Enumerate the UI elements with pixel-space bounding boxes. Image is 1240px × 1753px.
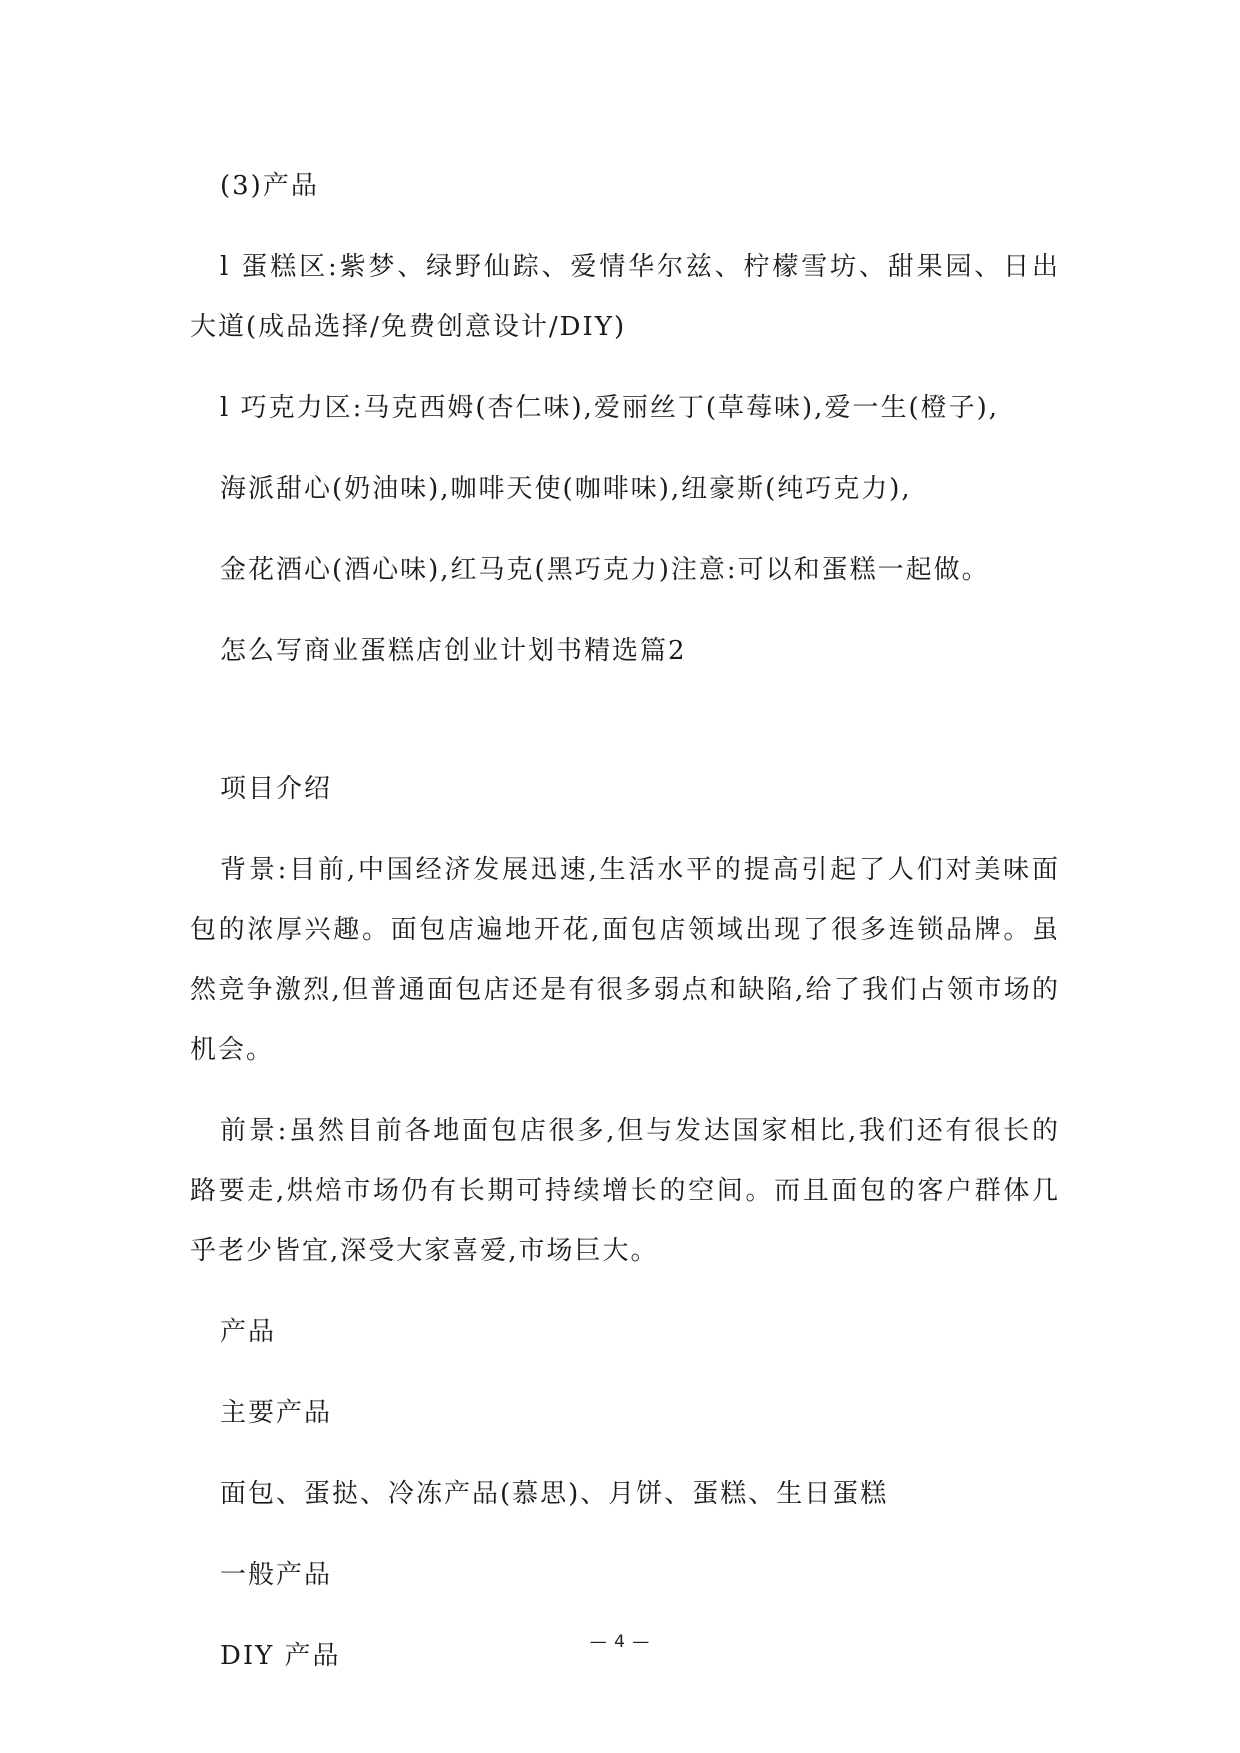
chocolate-list-line-2: 海派甜心(奶油味),咖啡天使(咖啡味),纽豪斯(纯巧克力), (220, 474, 912, 504)
cake-zone-paragraph: l 蛋糕区:紫梦、绿野仙踪、爱情华尔兹、柠檬雪坊、甜果园、日出大道(成品选择/免费创意设计/DIY) (190, 252, 1060, 342)
heading-products: 产品 (220, 1317, 277, 1347)
heading-project-intro: 项目介绍 (220, 774, 333, 804)
article-title-part-2: 怎么写商业蛋糕店创业计划书精选篇2 (220, 636, 687, 666)
section-heading-products: (3)产品 (220, 171, 319, 201)
page-number: — 4 — (589, 1632, 651, 1652)
heading-general-products: 一般产品 (220, 1560, 333, 1590)
main-products-list: 面包、蛋挞、冷冻产品(慕思)、月饼、蛋糕、生日蛋糕 (220, 1479, 889, 1509)
chocolate-zone-paragraph: l 巧克力区:马克西姆(杏仁味),爱丽丝丁(草莓味),爱一生(橙子), (220, 393, 999, 423)
heading-diy-products: DIY 产品 (220, 1641, 341, 1671)
prospect-paragraph: 前景:虽然目前各地面包店很多,但与发达国家相比,我们还有很长的路要走,烘焙市场仍有长期可持续增长的空间。而且面包的客户群体几乎老少皆宜,深受大家喜爱,市场巨大。 (190, 1116, 1060, 1266)
heading-main-products: 主要产品 (220, 1398, 333, 1428)
background-paragraph: 背景:目前,中国经济发展迅速,生活水平的提高引起了人们对美味面包的浓厚兴趣。面包店遍地开花,面包店领域出现了很多连锁品牌。虽然竞争激烈,但普通面包店还是有很多弱点和缺陷,给了我们占领市场的机会。 (190, 855, 1060, 1065)
chocolate-list-line-3: 金花酒心(酒心味),红马克(黑巧克力)注意:可以和蛋糕一起做。 (220, 555, 990, 585)
document-body (190, 156, 1060, 1707)
